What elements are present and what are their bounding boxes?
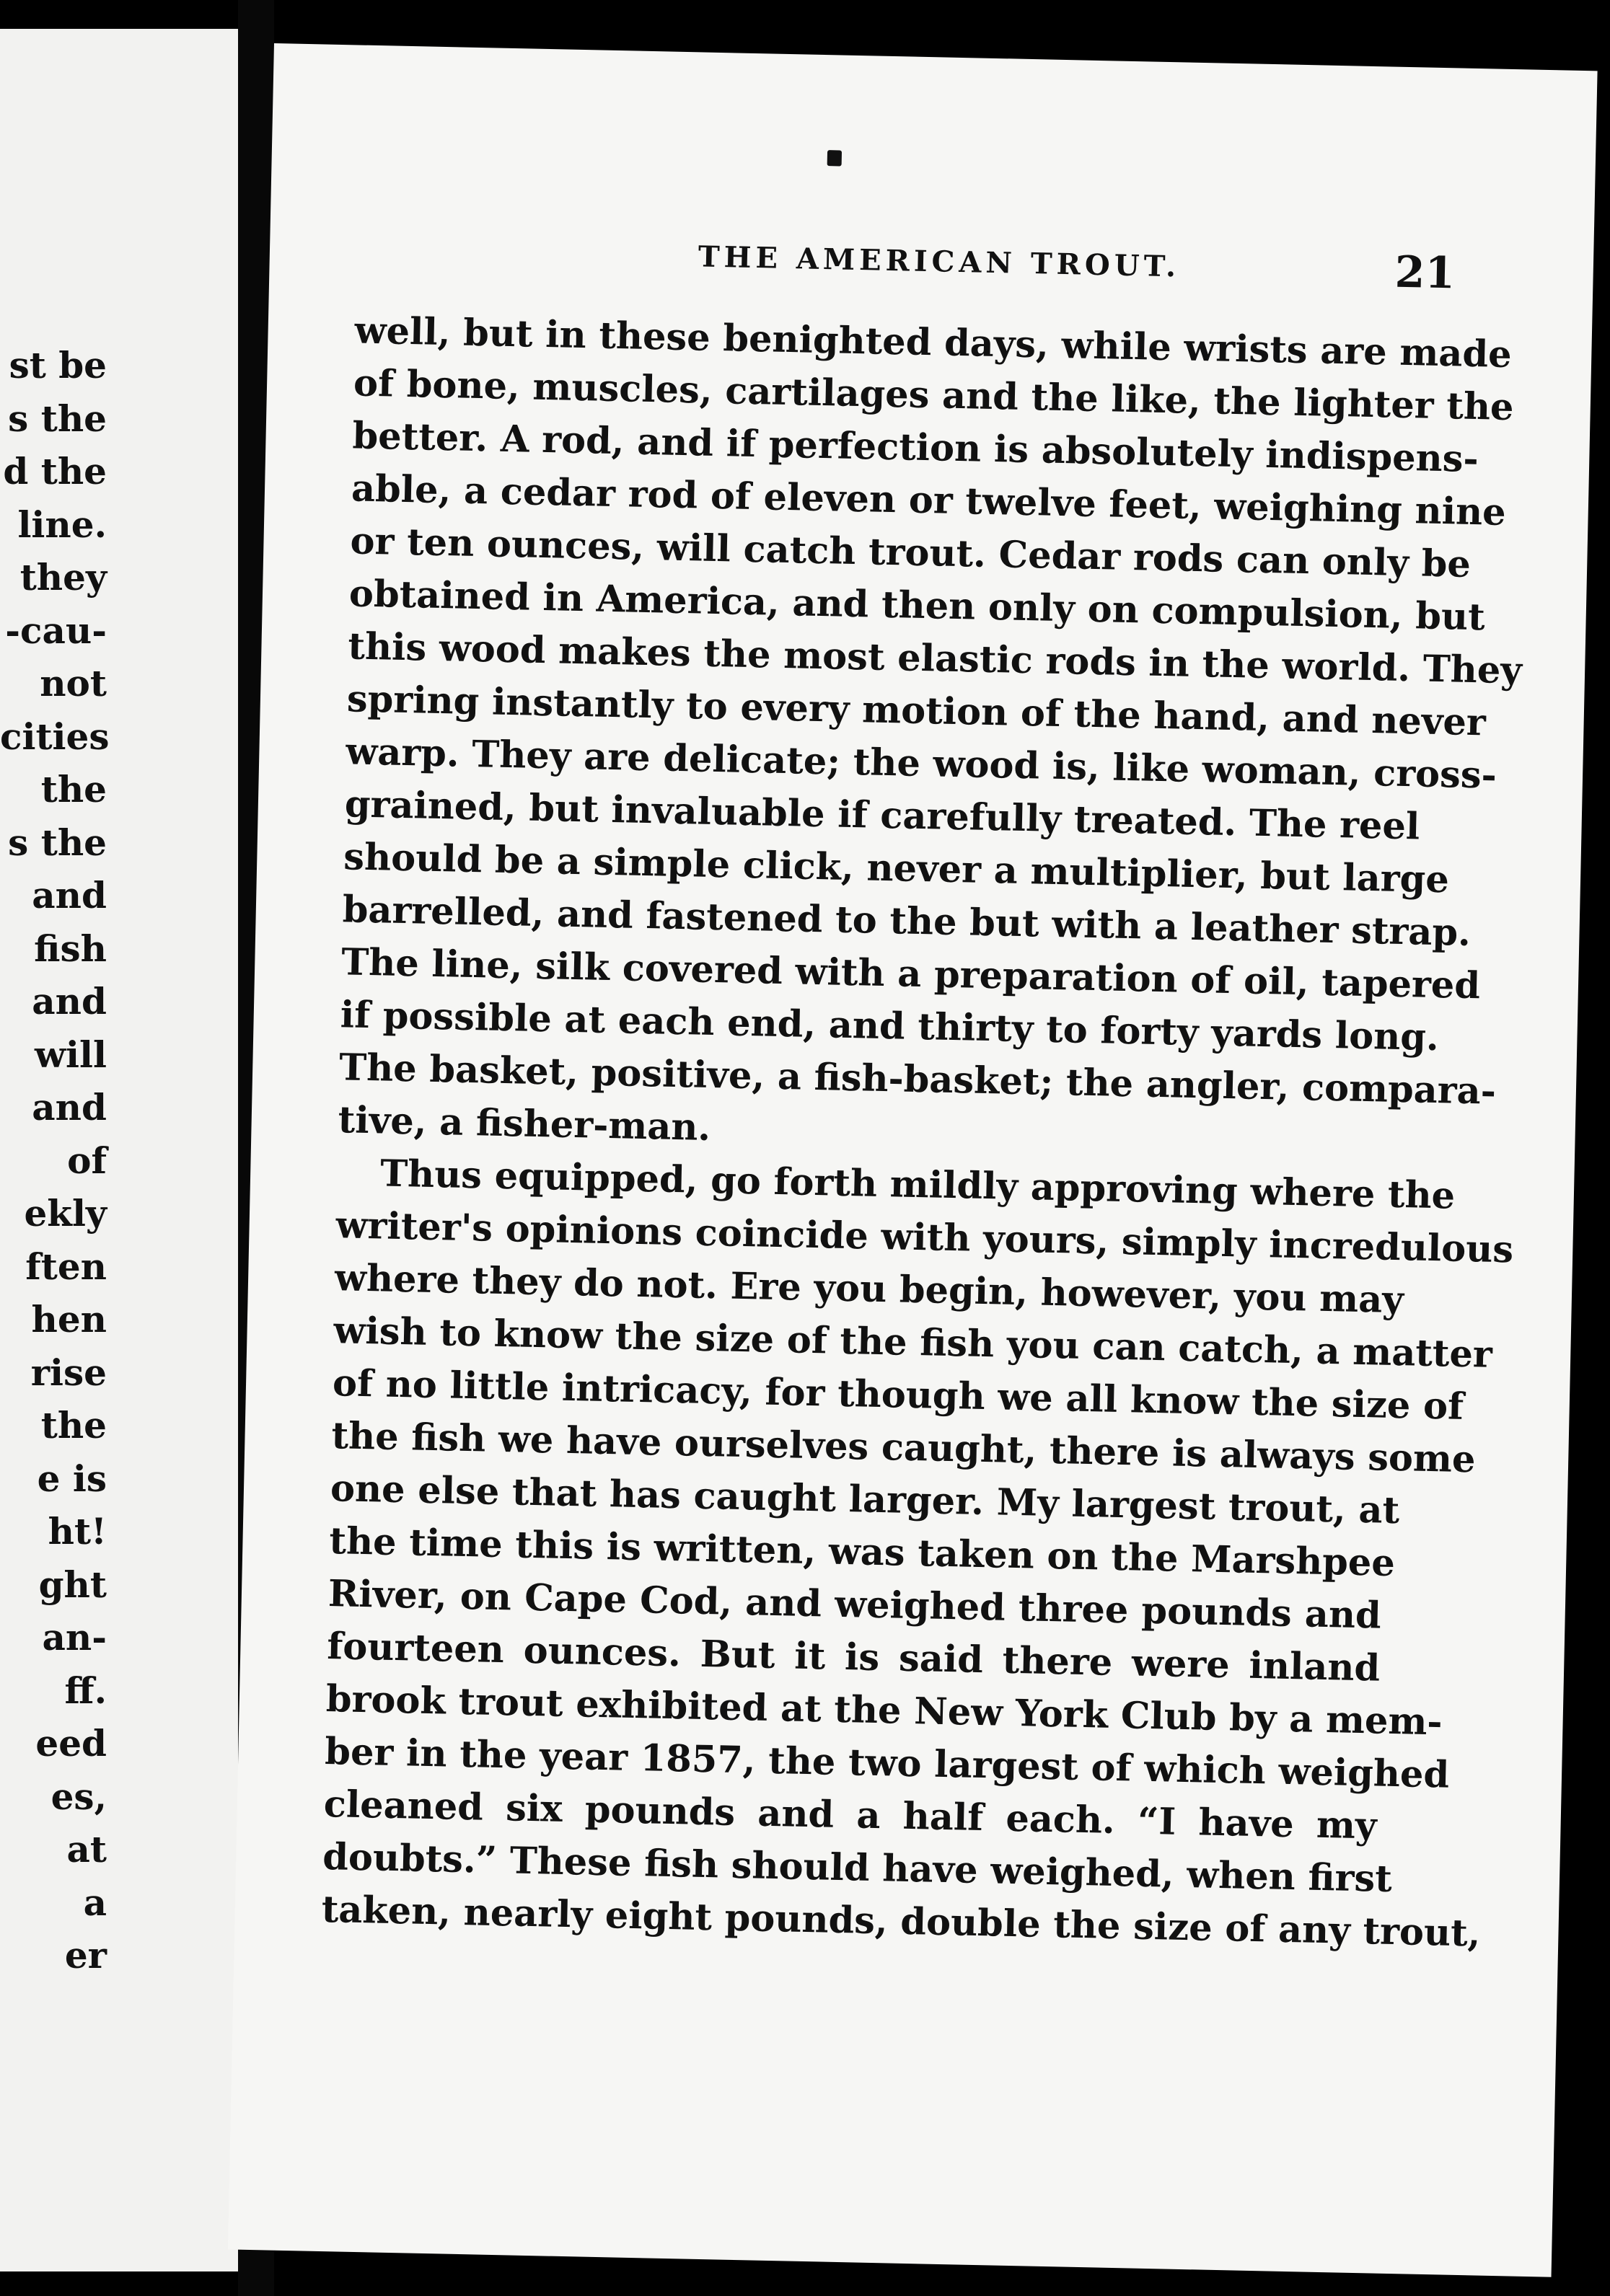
left-page-line: s the [8,397,107,440]
left-page-line: of [67,1139,107,1182]
text-line: or ten ounces, will catch trout. Cedar rods can only be [349,519,1472,586]
text-line: The line, silk covered with a preparation of oil, tapered [340,940,1481,1008]
left-page-line: ght [38,1563,107,1606]
running-head: THE AMERICAN TROUT. [698,239,1181,284]
page-number: 21 [1394,247,1456,299]
text-line: of no little intricacy, for though we all know the size of [332,1361,1464,1429]
text-line: well, but in these benighted days, while wrists are made [354,309,1513,377]
text-line: if possible at each end, and thirty to forty yards long. [340,993,1440,1060]
text-line: where they do not. Ere you begin, however, you may [334,1256,1404,1323]
left-page-line: ht! [48,1510,107,1553]
text-line: fourteen ounces. But it is said there were inland [326,1625,1381,1690]
left-page-line: the [40,1404,107,1447]
text-line: doubts.” These fish should have weighed, when first [322,1834,1393,1902]
left-page-text [0,339,110,1982]
left-facing-page [0,29,240,2271]
left-page-line: eed [35,1722,107,1765]
text-line: brook trout exhibited at the New York Club by a mem- [325,1677,1443,1744]
text-line: this wood makes the most elastic rods in the world. They [347,624,1523,693]
left-page-line: an- [42,1616,107,1659]
text-line: should be a simple click, never a multiplier, but large [343,835,1450,902]
body-text [321,304,1523,1958]
text-line: better. A rod, and if perfection is absolutely indispens- [351,414,1479,482]
text-line: Thus equipped, go forth mildly approving where the [379,1152,1456,1218]
text-line: grained, but invaluable if carefully treated. The reel [344,782,1420,849]
text-line: of bone, muscles, cartilages and the like, the lighter the [353,361,1515,430]
text-line: obtained in America, and then only on compulsion, but [348,572,1486,640]
text-line: one else that has caught larger. My largest trout, at [330,1467,1400,1533]
text-line: wish to know the size of the fish you can catch, a matter [333,1309,1493,1377]
right-page [228,43,1598,2277]
left-page-line: and [32,874,107,917]
text-line: taken, nearly eight pounds, double the size of any trout, [321,1887,1482,1956]
left-page-line: s the [8,821,107,864]
text-line: barrelled, and fastened to the but with a leather strap. [342,888,1472,955]
left-page-line: es, [50,1775,107,1818]
left-page-line: ekly [24,1192,107,1235]
left-page-line: and [32,1086,107,1129]
text-line: tive, a fisher-man. [338,1098,711,1149]
left-page-line: er [64,1934,107,1977]
text-line: cleaned six pounds and a half each. “I have my [323,1782,1378,1848]
left-page-line: they [19,556,107,599]
text-line: able, a cedar rod of eleven or twelve feet, weighing nine [351,467,1507,534]
text-line: the fish we have ourselves caught, there is always some [330,1414,1477,1482]
left-page-line: d the [3,450,107,493]
text-line: River, on Cape Cod, and weighed three pounds and [327,1572,1382,1638]
left-page-line: cities [0,715,110,758]
text-line: the time this is written, was taken on the Marshpee [328,1519,1396,1585]
left-page-line: hen [31,1298,107,1341]
text-line: writer's opinions coincide with yours, simply incredulous [335,1204,1514,1272]
printer-ornament [827,150,842,166]
left-page-line: will [34,1033,107,1076]
left-page-line: line. [17,503,107,546]
left-page-line: at [66,1828,107,1871]
left-page-line: and [32,980,107,1023]
left-page-line: e is [37,1457,107,1500]
left-page-line: ff. [64,1669,107,1712]
text-line: spring instantly to every motion of the hand, and never [346,677,1487,745]
left-page-line: rise [30,1351,107,1394]
left-page-line: not [40,662,107,705]
text-line: ber in the year 1857, the two largest of which weighed [324,1730,1450,1797]
left-page-line: ften [25,1245,107,1288]
left-page-line: fish [34,927,107,970]
text-line: warp. They are delicate; the wood is, like woman, cross- [345,730,1497,798]
left-page-line: a [83,1881,107,1924]
text-line: The basket, positive, a fish-basket; the angler, compara- [338,1046,1497,1113]
left-page-line: -cau- [5,609,107,652]
left-page-line: the [40,768,107,811]
left-page-line: st be [9,344,107,387]
